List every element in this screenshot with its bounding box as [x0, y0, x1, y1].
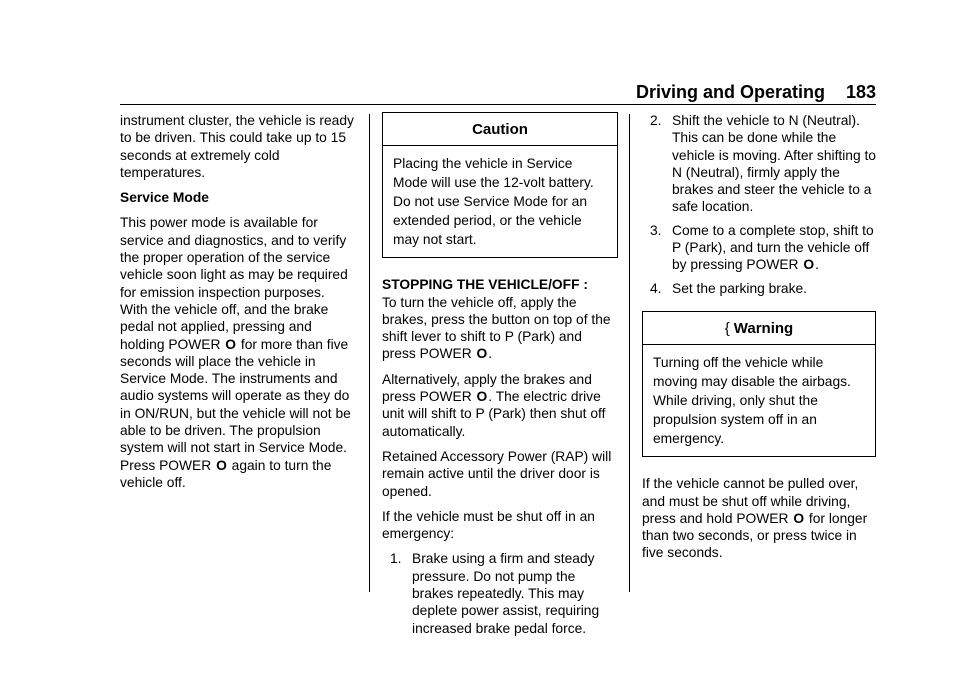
service-mode-heading: Service Mode	[120, 190, 209, 206]
section-title: Driving and Operating	[636, 82, 826, 102]
warning-body: Turning off the vehicle while moving may disable the airbags. While driving, only shut the propulsion system off in an emergency.	[653, 355, 851, 447]
list-item	[642, 222, 876, 274]
steps-list	[642, 112, 876, 297]
caution-box	[382, 112, 618, 258]
text: This power mode is available for service and diagnostics, and to verify the proper operation of the service vehicle soon light as may be required for emission inspection purposes. With the vehicle off, and the brake pedal not applied, pressing and holding POWER	[120, 215, 348, 352]
text: If the vehicle cannot be pulled over, and must be shut off while driving, press and hold POWER	[642, 476, 859, 526]
power-icon: O	[216, 457, 227, 473]
page-number: 183	[845, 82, 876, 102]
step-text: Shift the vehicle to N (Neutral). This can be done while the vehicle is moving. After shifting to N (Neutral), firmly apply the brakes and steer the vehicle to a safe location.	[672, 113, 876, 215]
alternative-paragraph	[382, 371, 618, 440]
power-icon: O	[793, 510, 805, 526]
emergency-paragraph: If the vehicle must be shut off in an emergency:	[382, 508, 595, 542]
step-number: 4.	[650, 280, 662, 296]
warning-title: Warning	[733, 319, 794, 337]
step-text: Set the parking brake.	[672, 280, 807, 296]
text: Alternatively, apply the brakes and press POWER	[382, 371, 592, 405]
stopping-paragraph	[382, 294, 618, 363]
step-text: Come to a complete stop, shift to P (Park), and turn the vehicle off by pressing POWER	[672, 222, 874, 273]
final-paragraph	[642, 475, 876, 561]
text: for more than five seconds will place the vehicle in Service Mode. The instruments and audio systems will operate as they do in ON/RUN, but the vehicle will not be able to be driven. The propulsion system will not start in Service Mode. Press POWER	[120, 336, 351, 473]
paragraph: instrument cluster, the vehicle is ready to be driven. This could take up to 15 seconds at extremely cold temperatures.	[120, 113, 354, 180]
power-icon: O	[476, 389, 488, 405]
column-3	[642, 112, 876, 570]
column-divider-2	[629, 114, 630, 592]
warning-icon: {	[724, 319, 730, 337]
step-number: 1.	[390, 551, 402, 567]
text: . The electric drive unit will shift to P (Park) then shut off automatically.	[382, 389, 606, 439]
warning-header	[643, 312, 875, 345]
step-number: 2.	[650, 113, 662, 128]
text: for longer than two seconds, or press twice in five seconds.	[642, 510, 868, 561]
column-1	[120, 112, 356, 499]
power-icon: O	[476, 346, 488, 362]
steps-list	[382, 550, 618, 636]
column-2	[382, 112, 618, 643]
rap-paragraph: Retained Accessory Power (RAP) will remain active until the driver door is opened.	[382, 448, 612, 499]
text: again to turn the vehicle off.	[120, 457, 332, 490]
power-icon: O	[803, 257, 815, 273]
page-header	[636, 82, 876, 106]
column-divider-1	[369, 114, 370, 592]
stopping-heading: STOPPING THE VEHICLE/OFF :	[382, 277, 588, 293]
step-number: 3.	[650, 222, 662, 238]
header-rule	[120, 104, 876, 105]
caution-body: Placing the vehicle in Service Mode will use the 12-volt battery. Do not use Service Mode for an extended period, or the vehicle may not start.	[393, 156, 594, 248]
text: .	[488, 346, 493, 362]
list-item	[642, 112, 876, 216]
caution-title: Caution	[383, 113, 617, 146]
list-item	[382, 550, 618, 636]
warning-box	[642, 311, 876, 457]
list-item	[642, 280, 876, 297]
service-mode-paragraph	[120, 214, 356, 491]
power-icon: O	[225, 336, 237, 352]
step-text: Brake using a firm and steady pressure. Do not pump the brakes repeatedly. This may deplete power assist, requiring increased brake pedal force.	[412, 551, 600, 636]
text: To turn the vehicle off, apply the brakes, press the button on top of the shift lever to shift to P (Park) and press POWER	[382, 294, 611, 362]
text: .	[815, 257, 819, 273]
